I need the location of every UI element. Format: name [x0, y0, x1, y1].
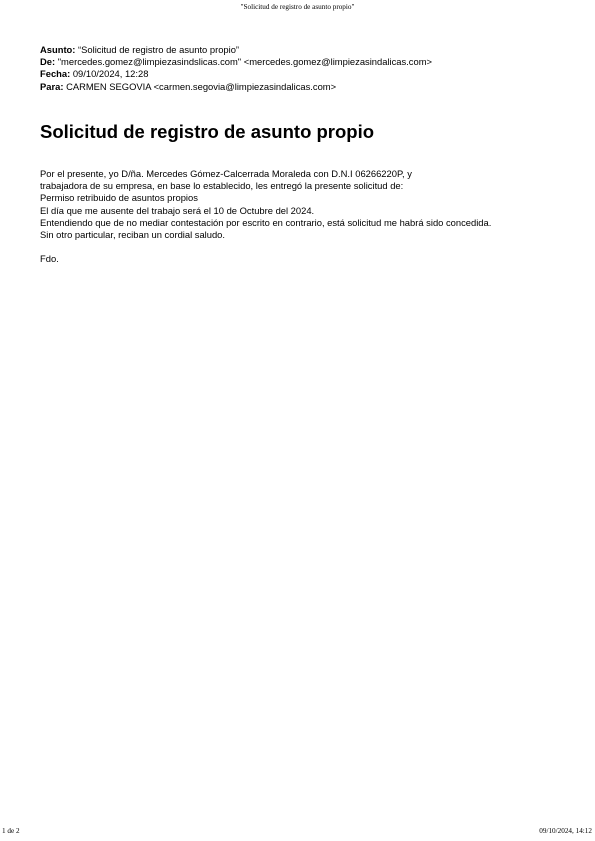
to-label: Para: [40, 80, 64, 92]
to-value[interactable]: CARMEN SEGOVIA <carmen.segovia@limpiezasindalicas.com> [66, 80, 337, 92]
date-row [40, 68, 580, 80]
from-row [40, 56, 580, 68]
body-line: Sin otro particular, reciban un cordial saludo. [40, 229, 225, 241]
date-value: 09/10/2024, 12:28 [72, 68, 149, 80]
subject-label: Asunto: [40, 44, 76, 55]
to-row [40, 81, 580, 93]
subject-value: “Solicitud de registro de asunto propio” [78, 44, 240, 55]
email-headers [40, 44, 580, 93]
print-datetime: 09/10/2024, 14:12 [539, 827, 592, 835]
email-body [40, 168, 565, 266]
page-number: 1 de 2 [2, 827, 20, 835]
body-line: Por el presente, yo D/ña. Mercedes Gómez-Calcerrada Moraleda con D.N.I 06266220P, y [40, 168, 412, 179]
body-line: Entendiendo que de no mediar contestación por escrito en contrario, está solicitud me habrá sido concedida. [40, 216, 492, 228]
signature: Fdo. [40, 253, 59, 265]
from-label: De: [40, 56, 56, 68]
print-header-title: "Solicitud de registro de asunto propio" [240, 3, 355, 11]
body-line: El día que me ausente del trabajo será el 10 de Octubre del 2024. [40, 204, 315, 216]
body-line: Permiso retribuido de asuntos propios [40, 192, 198, 204]
body-line: trabajadora de su empresa, en base lo establecido, les entregó la presente solicitud de: [40, 180, 404, 192]
subject-row [40, 44, 580, 56]
page-title: Solicitud de registro de asunto propio [40, 121, 375, 142]
date-label: Fecha: [40, 68, 71, 80]
from-value[interactable]: "mercedes.gomez@limpiezasindslicas.com" <mercedes.gomez@limpiezasindalicas.com> [57, 56, 432, 68]
